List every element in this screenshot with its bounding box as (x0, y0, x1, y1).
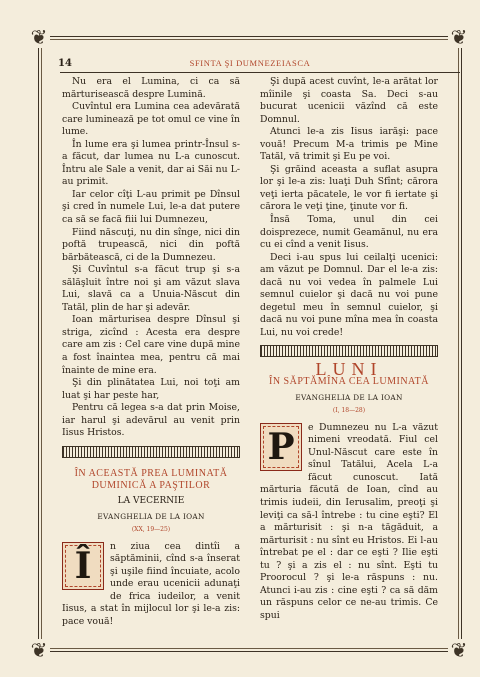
paragraph: Cuvîntul era Lumina cea adevărată care luminează pe tot omul ce vine în lume. (62, 101, 240, 138)
drop-cap-letter: Î (74, 544, 92, 587)
paragraph: Nu era el Lumina, ci ca să mărturisească despre Lumină. (62, 76, 240, 100)
day-title: LUNI (315, 359, 383, 380)
paragraph: În lume era şi lumea printr-Însul s-a făcut, dar lumea nu L-a cunoscut. Întru ale Sale a venit, dar ai Săi nu L-au primit. (62, 138, 240, 188)
scripture-reference: (XX, 19—25) (131, 526, 171, 534)
paragraph: Atunci le-a zis Iisus iarăşi: pace vouă! Precum M-a trimis pe Mine Tatăl, vă trimit şi Eu pe voi. (260, 126, 438, 163)
drop-cap (260, 423, 302, 471)
section-heading: ÎN ACEASTĂ PREA LUMINATĂ (74, 467, 228, 479)
corner-ornament-icon: ❦ (448, 26, 470, 48)
gospel-title: EVANGHELIA DE LA IOAN (97, 511, 205, 521)
reading-text (260, 422, 438, 623)
paragraph: Şi din plinătatea Lui, noi toţi am luat şi har peste har, (62, 377, 240, 401)
paragraph: Pentru că legea s-a dat prin Moise, iar harul şi adevărul au venit prin Iisus Hristos. (62, 402, 240, 439)
ornamental-band (260, 345, 438, 357)
service-title: LA VECERNIE (117, 495, 185, 506)
reading-body: e Dumnezeu nu L-a văzut nimeni vreodată. Fiul cel Unul-Născut care este în sînul Tatălui, Acela L-a făcut cunoscut. Iată mărturia făcută de Ioan, cînd au trimis iudeii, din Ierusalim, preoţi şi leviţi ca să-l întrebe : tu cine eşti? El a mărturisit : şi n-a tăgăduit, a mărturisit : nu sînt eu Hristos. Ei l-au întrebat pe el : dar ce eşti ? Ilie eşti tu ? şi a zis el : nu sînt. Eşti tu Proorocul ? şi le-a răspuns : nu. Atunci i-au zis : cine eşti ? ca să dăm un răspuns celor ce ne-au trimis. Ce spui (260, 421, 438, 621)
section-heading: DUMINICĂ A PAŞTILOR (91, 480, 211, 492)
gospel-title: EVANGHELIA DE LA IOAN (295, 392, 403, 402)
paragraph: Şi Cuvîntul s-a făcut trup şi s-a sălăşluit între noi şi am văzut slava Lui, slavă ca a Unuia-Născut din Tatăl, plin de har şi adevăr. (62, 264, 240, 313)
paragraph: Şi grăind aceasta a suflat asupra lor şi le-a zis: luaţi Duh Sfînt; cărora veţi ierta păcatele, le vor fi iertate şi cărora le veţi ţine, ţinute vor fi. (260, 163, 438, 213)
week-title: ÎN SĂPTĂMÎNA CEA LUMINATĂ (268, 376, 429, 388)
page-header (42, 58, 458, 72)
header-rule (60, 72, 460, 73)
running-title: SFINTA ŞI DUMNEZEIASCA (189, 58, 311, 68)
paragraph: Deci i-au spus lui ceilalţi ucenici: am văzut pe Domnul. Dar el le-a zis: dacă nu voi vedea în palmele Lui semnul cuielor şi dacă nu voi pune degetul meu în semnul cuielor, şi dacă nu voi pune mîna mea în coasta Lui, nu voi crede! (260, 251, 438, 338)
drop-cap-letter: P (267, 425, 295, 468)
page-number: 14 (58, 58, 72, 69)
left-column (62, 76, 240, 628)
ornamental-band (62, 446, 240, 458)
paragraph: Iar celor cîţi L-au primit pe Dînsul şi cred în numele Lui, le-a dat putere ca să se facă fiii lui Dumnezeu, (62, 188, 240, 226)
right-column (260, 76, 438, 622)
reading-body: n ziua cea dintîi a săptăminii, cînd s-a înserat şi uşile fiind încuiate, acolo unde erau ucenicii adunaţi de frica iudeilor, a venit Iisus, a stat în mijlocul lor şi le-a zis: pace vouă! (62, 540, 240, 627)
corner-ornament-icon: ❦ (28, 26, 50, 48)
paragraph: Şi după acest cuvînt, le-a arătat lor mîinile şi coasta Sa. Deci s-au bucurat ucenicii văzînd că este Domnul. (260, 76, 438, 125)
drop-cap (62, 542, 104, 590)
paragraph: Ioan mărturisea despre Dînsul şi striga, zicînd : Acesta era despre care am zis : Cel care vine după mine a fost înaintea mea, pentru că mai înainte de mine era. (62, 314, 240, 376)
paragraph: Fiind născuţi, nu din sînge, nici din poftă trupească, nici din poftă bărbătească, ci de la Dumnezeu. (62, 226, 240, 263)
scripture-reference: (I, 18—28) (332, 407, 366, 415)
corner-ornament-icon: ❦ (28, 639, 50, 661)
corner-ornament-icon: ❦ (448, 639, 470, 661)
reading-text (62, 541, 240, 629)
paragraph: Însă Toma, unul din cei doisprezece, numit Geamănul, nu era cu ei cînd a venit Iisus. (260, 214, 438, 251)
